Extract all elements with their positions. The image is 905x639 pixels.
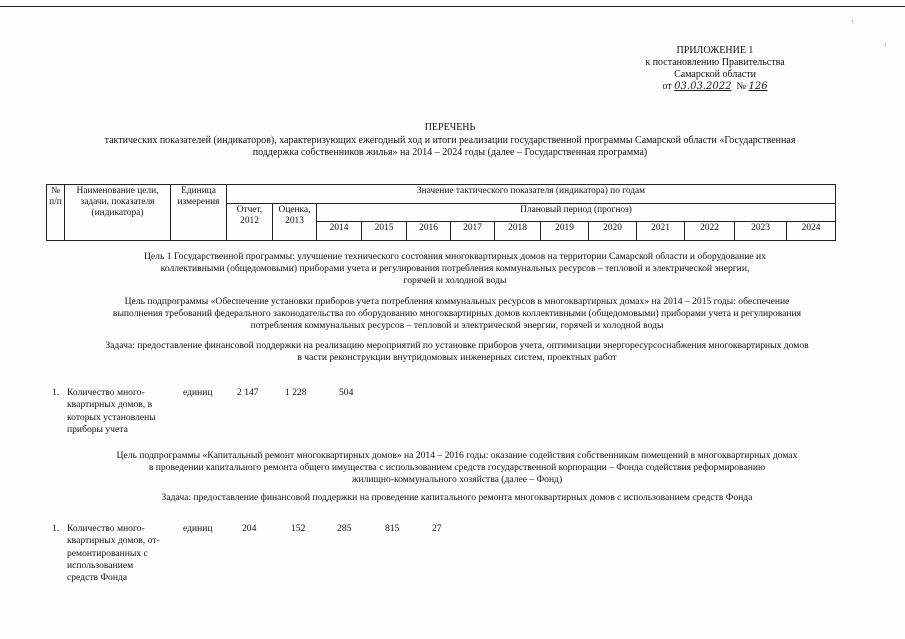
document-subtitle-1: тактических показателей (индикаторов), характеризующих ежегодный ход и итоги реализации государственной программы Самарской области «Государственная bbox=[104, 134, 796, 146]
indicator-2-label-line: использованием bbox=[67, 559, 134, 571]
indicator-2-label-line: Количество много- bbox=[67, 523, 145, 534]
indicator-1-label-line: квартирных домов, в bbox=[67, 399, 153, 411]
handwritten-date: 03.03.2022 bbox=[674, 81, 732, 92]
document-title-block bbox=[60, 122, 840, 160]
subgoal-1-line-3: потребления коммунальных ресурсов – тепловой и электрической энергии, горячей и холодной воды bbox=[250, 319, 664, 331]
indicator-2-value-2016: 27 bbox=[432, 523, 442, 534]
handwritten-number: 126 bbox=[748, 81, 768, 92]
subgoal-1-line-1: Цель подпрограммы «Обеспечение установки приборов учета потребления коммунальных ресурсов в многоквартирных домах» на 2014 – 2015 годы: обеспечение bbox=[124, 296, 790, 307]
indicator-2-value-2015: 815 bbox=[385, 523, 400, 534]
indicator-2-label-line: ремонтированных с bbox=[67, 547, 148, 559]
scan-mark: · bbox=[884, 40, 887, 50]
task-1-line-1: Задача: предоставление финансовой поддержки на реализацию мероприятий по установке приборов учета, оптимизации энергоресурсоснабжения многоквартирных домов bbox=[105, 340, 809, 351]
header-year: 2024 bbox=[787, 222, 836, 241]
task-1-block bbox=[64, 340, 850, 364]
appendix-line-1: к постановлению Правительства bbox=[645, 57, 785, 68]
top-border-line bbox=[0, 6, 905, 7]
header-col-unit: Единица измерения bbox=[171, 185, 227, 241]
appendix-block bbox=[600, 45, 830, 93]
header-year: 2017 bbox=[451, 222, 495, 241]
goal-1-line-1: Цель 1 Государственной программы: улучшение технического состояния многоквартирных домов на территории Самарской области и оборудование их bbox=[144, 251, 766, 262]
header-year: 2023 bbox=[735, 222, 787, 241]
header-col-report: Отчет, 2012 bbox=[227, 204, 273, 241]
header-year: 2021 bbox=[637, 222, 685, 241]
appendix-title: ПРИЛОЖЕНИЕ 1 bbox=[676, 45, 754, 56]
indicator-1-label-line: приборы учета bbox=[67, 423, 128, 435]
indicator-1-value-2012: 2 147 bbox=[237, 387, 259, 398]
goal-1-line-2: коллективными (общедомовыми) приборами учета и регулирования потребления коммунальных ресурсов – тепловой и электрической энергии, bbox=[160, 262, 750, 274]
appendix-line-2: Самарской области bbox=[674, 69, 756, 80]
task-2-line-1: Задача: предоставление финансовой поддержки на проведение капитального ремонта многоквартирных домов с использованием средств Фонда bbox=[161, 492, 753, 503]
header-col-planned: Плановый период (прогноз) bbox=[317, 204, 836, 222]
goal-1-block bbox=[92, 251, 818, 287]
header-year: 2015 bbox=[362, 222, 407, 241]
indicator-2-label-line: квартирных домов, от- bbox=[67, 535, 160, 547]
header-year: 2018 bbox=[495, 222, 541, 241]
subgoal-1-line-2: выполнения требований федерального законодательства по оборудованию многоквартирных домов коллективными (общедомовыми) приборами учета и регулирования bbox=[112, 307, 802, 319]
document-subtitle-2: поддержка собственников жилья» на 2014 – 2024 годы (далее – Государственная программа) bbox=[252, 147, 648, 158]
header-year: 2022 bbox=[685, 222, 735, 241]
header-year: 2019 bbox=[541, 222, 589, 241]
goal-1-line-3: горячей и холодной воды bbox=[403, 274, 507, 286]
task-1-line-2: в части реконструкции внутридомовых инженерных систем, проектных работ bbox=[297, 351, 617, 363]
indicator-2-label bbox=[67, 523, 177, 584]
indicator-1-number: 1. bbox=[52, 387, 60, 398]
indicator-2-value-2014: 285 bbox=[337, 523, 352, 534]
scan-mark: · bbox=[851, 16, 854, 26]
indicator-header-table bbox=[46, 184, 836, 241]
indicator-1-value-2013: 1 228 bbox=[285, 387, 307, 398]
subgoal-2-line-1: Цель подпрограммы «Капитальный ремонт многоквартирных домов» на 2014 – 2016 годы: оказание содействия собственникам помещений в многоквартирных домах bbox=[116, 450, 798, 461]
indicator-1-label-line: которых установлены bbox=[67, 411, 156, 423]
header-col-name: Наименование цели, задачи, показателя (индикатора) bbox=[65, 185, 171, 241]
subgoal-2-line-3: жилищно-коммунального хозяйства (далее – Фонд) bbox=[351, 473, 563, 485]
header-year: 2014 bbox=[317, 222, 362, 241]
indicator-1-value-2014: 504 bbox=[339, 387, 354, 398]
indicator-2-label-line: средств Фонда bbox=[67, 572, 128, 584]
indicator-2-value-2013: 152 bbox=[291, 523, 306, 534]
header-col-value: Значение тактического показателя (индикатора) по годам bbox=[227, 185, 836, 204]
number-prefix: № bbox=[736, 81, 746, 92]
header-col-no: № п/п bbox=[47, 185, 65, 241]
subgoal-2-line-2: в проведении капитального ремонта общего имущества с использованием средств государственной корпорации – Фонда содействия реформированию bbox=[148, 461, 766, 473]
document-heading: ПЕРЕЧЕНЬ bbox=[424, 122, 476, 133]
indicator-1-unit: единиц bbox=[183, 387, 213, 398]
indicator-1-label-line: Количество много- bbox=[67, 387, 145, 398]
indicator-1-label bbox=[67, 387, 177, 436]
indicator-2-number: 1. bbox=[52, 523, 60, 534]
header-year: 2016 bbox=[407, 222, 451, 241]
date-prefix: от bbox=[662, 81, 672, 92]
subgoal-2-block bbox=[64, 450, 850, 486]
header-year: 2020 bbox=[589, 222, 637, 241]
subgoal-1-block bbox=[64, 296, 850, 332]
indicator-2-unit: единиц bbox=[183, 523, 213, 534]
appendix-date-line bbox=[600, 81, 830, 93]
indicator-2-value-2012: 204 bbox=[242, 523, 257, 534]
header-col-estimate: Оценка, 2013 bbox=[273, 204, 317, 241]
task-2-block bbox=[64, 492, 850, 504]
